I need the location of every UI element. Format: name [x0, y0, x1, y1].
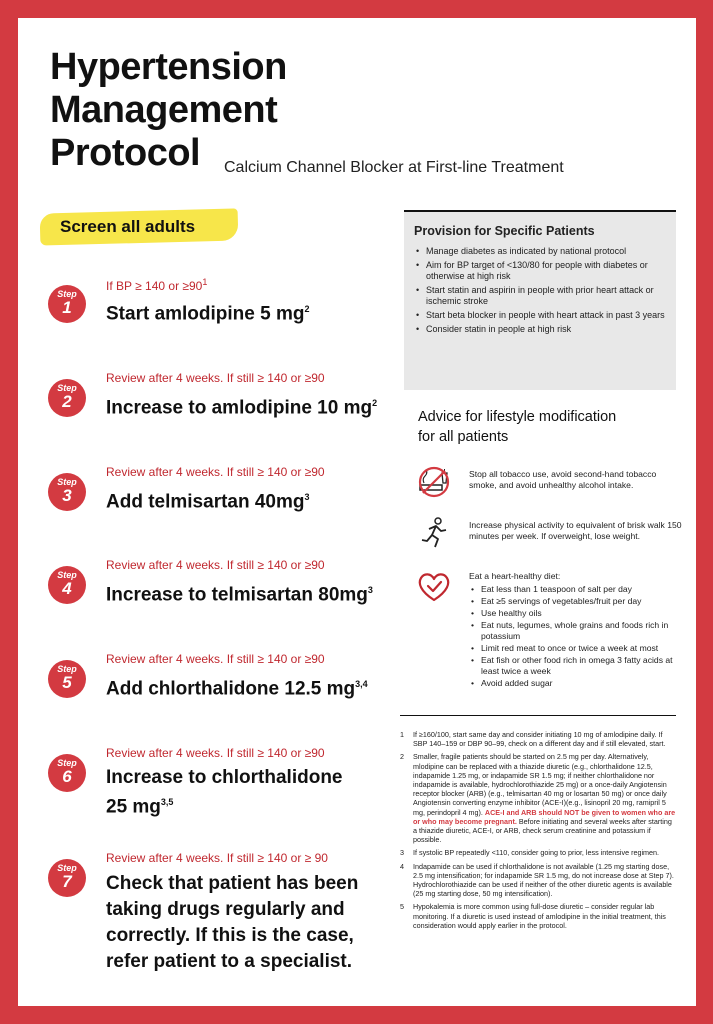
protocol-page — [18, 18, 696, 1006]
footnote-4 — [400, 862, 676, 899]
footnote-ref: 3,5 — [160, 797, 174, 807]
list-item: • Eat less than 1 teaspoon of salt per day — [471, 584, 676, 595]
step-badge-number: 6 — [62, 767, 72, 786]
step-badge-4 — [48, 566, 86, 604]
page-title — [50, 46, 287, 175]
step-badge-label: Step — [57, 758, 77, 768]
list-item: • Start statin and aspirin in people with prior heart attack or ischemic stroke — [416, 285, 668, 307]
footnote-text: If ≥160/100, start same day and consider initiating 10 mg of amlodipine daily. If SBP 140–159 or DBP 90–99, check on a different day and if still elevated, start. — [413, 730, 666, 749]
list-item: • Avoid added sugar — [471, 678, 676, 689]
footnote-text: If systolic BP repeatedly <110, consider going to prior, less intensive regimen. — [413, 848, 660, 858]
step-condition — [106, 465, 325, 479]
step-action — [106, 485, 406, 514]
step-condition — [106, 558, 325, 572]
step-condition — [106, 851, 328, 865]
footnote-number: 2 — [400, 752, 404, 762]
step-condition — [106, 277, 207, 293]
heart-check-icon — [417, 570, 451, 604]
activity-advice: Increase physical activity to equivalent of brisk walk 150 minutes per week. If overweight, lose weight. — [469, 520, 682, 541]
step-condition — [106, 652, 325, 666]
screen-all-adults-label: Screen all adults — [60, 217, 196, 236]
footnote-number: 5 — [400, 902, 404, 912]
list-item: • Limit red meat to once or twice a week at most — [471, 643, 676, 654]
advice-title-line-1: Advice for lifestyle modification — [418, 409, 617, 425]
step-action — [106, 766, 346, 819]
condition-text: Review after 4 weeks. If still ≥ 140 or ≥90 — [106, 558, 325, 572]
footnote-number: 1 — [400, 730, 404, 739]
step-badge-number: 2 — [62, 392, 72, 411]
condition-text: Review after 4 weeks. If still ≥ 140 or ≥90 — [106, 371, 325, 385]
list-item: • Eat fish or other food rich in omega 3 fatty acids at least twice a week — [471, 655, 676, 677]
step-badge-1 — [48, 285, 86, 323]
advice-title — [418, 407, 616, 447]
step-action — [106, 672, 406, 701]
step-action — [106, 391, 406, 420]
footnote-text: Hypokalemia is more common using full-dose diuretic – consider regular lab monitoring. If a diuretic is used instead of amlodipine in the initial treatment, this consideration would apply earlier in the protocol. — [413, 902, 666, 930]
footnote-text: Smaller, fragile patients should be started on 2.5 mg per day. Alternatively, mlodipine can be replaced with a thiazide diuretic (e.g., chlorthalidone 12.5, indapamide 1.25 mg, or indapamide SR 1.5 mg; if neither chlorthalidone nor indapamide is available, hydrochlorothiazide 25 mg) or a once-daily Angiotensin receptor blocker (ARB) (e.g., telmisartan 40 mg or losartan 50 mg) or once daily Angiotensin converting enzyme inhibitor (ACE-I)(e.g., lisinopril 20 mg, ramipril 5 mg, perindopril 4 mg). — [413, 752, 667, 817]
list-item: • Consider statin in people at high risk — [416, 324, 668, 335]
footnote-1 — [400, 730, 676, 748]
provision-title: Provision for Specific Patients — [414, 224, 595, 238]
provision-box — [404, 210, 676, 390]
step-badge-label: Step — [57, 383, 77, 393]
footnote-number: 3 — [400, 848, 404, 858]
step-badge-6 — [48, 754, 86, 792]
footnote-divider — [400, 715, 676, 716]
footnote-ref: 3 — [304, 492, 310, 502]
list-item: • Eat ≥5 servings of vegetables/fruit per day — [471, 596, 676, 607]
title-line-3: Protocol — [50, 132, 201, 174]
action-text: Add chlorthalidone 12.5 mg — [106, 678, 356, 700]
step-badge-label: Step — [57, 289, 77, 299]
footnote-ref: 2 — [304, 304, 310, 314]
step-badge-label: Step — [57, 863, 77, 873]
action-text: Start amlodipine 5 mg — [106, 303, 305, 325]
step-badge-label: Step — [57, 477, 77, 487]
step-badge-number: 1 — [62, 298, 72, 317]
step-action — [106, 871, 371, 975]
action-text: Increase to telmisartan 80mg — [106, 584, 368, 606]
tobacco-advice: Stop all tobacco use, avoid second-hand tobacco smoke, and avoid unhealthy alcohol intake. — [469, 469, 657, 490]
list-item: • Use healthy oils — [471, 608, 676, 619]
diet-advice-list — [469, 584, 684, 689]
action-text: Increase to amlodipine 10 mg — [106, 397, 373, 419]
list-item: • Start beta blocker in people with heart attack in past 3 years — [416, 310, 668, 321]
footnote-3 — [400, 848, 676, 857]
step-badge-2 — [48, 379, 86, 417]
footnote-number: 4 — [400, 861, 404, 871]
step-badge-number: 7 — [62, 872, 72, 891]
step-badge-number: 3 — [62, 486, 72, 505]
footnote-ref: 3 — [367, 585, 373, 595]
condition-text: If BP ≥ 140 or ≥90 — [106, 279, 203, 293]
condition-text: Review after 4 weeks. If still ≥ 140 or ≥90 — [106, 465, 325, 479]
title-line-1: Hypertension — [50, 46, 287, 88]
step-action — [106, 578, 406, 607]
step-badge-number: 4 — [62, 579, 72, 598]
advice-title-line-2: for all patients — [418, 429, 509, 445]
diet-advice — [469, 571, 684, 690]
screen-all-adults-banner — [40, 211, 238, 243]
running-person-icon — [417, 515, 451, 549]
action-text: Check that patient has been taking drugs regularly and correctly. If this is the case, refer patient to a specialist. — [106, 873, 359, 972]
footnote-ref: 2 — [372, 398, 378, 408]
no-smoking-icon — [417, 465, 451, 499]
footnote-text: Before initiating and several weeks after starting a thiazide diuretic, ACE-I, or ARB, check serum creatinine and potassium if possible. — [413, 816, 672, 845]
step-badge-5 — [48, 660, 86, 698]
list-item: • Eat nuts, legumes, whole grains and foods rich in potassium — [471, 620, 676, 642]
step-badge-number: 5 — [62, 673, 72, 692]
action-text: Add telmisartan 40mg — [106, 491, 305, 513]
title-line-2: Management — [50, 89, 278, 131]
condition-text: Review after 4 weeks. If still ≥ 140 or ≥ 90 — [106, 851, 328, 865]
step-condition — [106, 371, 325, 385]
step-badge-3 — [48, 473, 86, 511]
step-badge-label: Step — [57, 664, 77, 674]
pregnancy-warning: ACE-I and ARB should NOT be given to women who are or who may become pregnant. — [413, 807, 676, 826]
list-item: • Manage diabetes as indicated by national protocol — [416, 246, 668, 257]
action-text: Increase to chlorthalidone 25 mg — [106, 767, 343, 818]
page-subtitle: Calcium Channel Blocker at First-line Treatment — [224, 159, 564, 176]
step-badge-7 — [48, 859, 86, 897]
condition-text: Review after 4 weeks. If still ≥ 140 or ≥90 — [106, 746, 325, 760]
footnote-ref: 3,4 — [355, 679, 368, 689]
footnote-2 — [400, 752, 676, 844]
footnote-ref: 1 — [202, 277, 208, 287]
step-badge-label: Step — [57, 570, 77, 580]
footnote-5 — [400, 902, 676, 930]
diet-advice-title: Eat a heart-healthy diet: — [469, 571, 561, 581]
list-item: • Aim for BP target of <130/80 for people with diabetes or otherwise at high risk — [416, 260, 668, 282]
step-condition — [106, 746, 325, 760]
provision-list — [404, 246, 676, 335]
footnote-text: Indapamide can be used if chlorthalidone is not available (1.25 mg starting dose, 2.5 mg intensification; for indapamide SR 1.5 mg, do not increase dose at Step 7). Hydrochlorothiazide can be used if neither of the other diuretic agents is available (25 mg starting dose, 50 mg intensification). — [413, 861, 674, 899]
condition-text: Review after 4 weeks. If still ≥ 140 or ≥90 — [106, 652, 325, 666]
footnotes — [400, 730, 676, 934]
step-action — [106, 297, 406, 326]
